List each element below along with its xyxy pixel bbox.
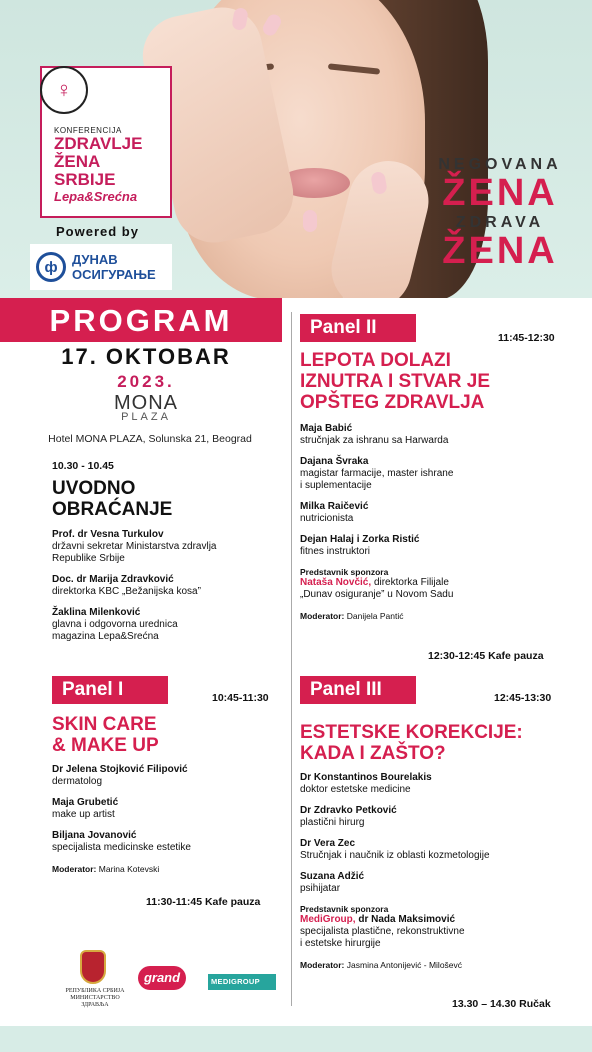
speaker [52, 607, 288, 643]
panel-2-tag: Panel II [300, 314, 416, 342]
panel-1-title-1: SKIN CARE [52, 714, 157, 735]
plaza-logo-text: PLAZA [121, 411, 171, 423]
speaker-name: Doc. dr Marija Zdravković [52, 574, 174, 585]
panel-3-title-2: KADA I ZAŠTO? [300, 743, 446, 764]
dunav-line-2: ОСИГУРАЊЕ [72, 267, 156, 282]
dunav-line-1: ДУНАВ [72, 252, 118, 267]
opening-title-1: UVODNO [52, 478, 136, 499]
slogan [420, 156, 580, 270]
sponsor-representative [300, 904, 586, 950]
speaker-name: Dejan Halaj i Zorka Ristić [300, 534, 420, 545]
speaker-name: Dr Konstantinos Bourelakis [300, 772, 432, 783]
speaker-role: magistar farmacije, master ishrane [300, 468, 454, 479]
panel-3-title-1: ESTETSKE KOREKCIJE: [300, 722, 523, 743]
logo-line-1: ZDRAVLJE [54, 134, 143, 153]
panel-2-title-3: OPŠTEG ZDRAVLJA [300, 392, 485, 413]
speaker-name: Dr Jelena Stojković Filipović [52, 764, 188, 775]
speaker-name: Dr Zdravko Petković [300, 805, 397, 816]
speaker-role: fitnes instruktori [300, 546, 371, 557]
speaker-role: i suplementacije [300, 480, 372, 491]
hotel-address: Hotel MONA PLAZA, Solunska 21, Beograd [48, 433, 252, 445]
ministry-logo-text: РЕПУБЛИКА СРБИЈА МИНИСТАРСТВО ЗДРАВЉА [65, 988, 125, 1008]
sponsor-label: Predstavnik sponzora [300, 904, 389, 914]
speaker [52, 529, 288, 565]
moderator [300, 611, 586, 621]
panel-2-block [300, 350, 586, 621]
program-content [0, 298, 592, 1026]
bottom-band [0, 1026, 592, 1052]
speaker [300, 871, 586, 895]
slogan-zena-2: ŽENA [442, 230, 558, 272]
speaker [300, 456, 586, 492]
speaker-role: nutricionista [300, 513, 354, 524]
conference-logo [40, 66, 172, 218]
sponsor-representative [300, 567, 586, 601]
speaker-role: državni sekretar Ministarstva zdravlja [52, 541, 217, 552]
speaker-role: dermatolog [52, 776, 103, 787]
slogan-zena-1: ŽENA [442, 172, 558, 214]
moderator [300, 960, 586, 970]
mona-logo-text: MONA [114, 392, 178, 414]
speaker-role: Republike Srbije [52, 553, 125, 564]
grand-logo: grand [138, 966, 186, 990]
sponsor-name-2: dr Nada Maksimović [358, 914, 456, 925]
panel-3-block [300, 722, 586, 970]
speaker-role: make up artist [52, 809, 115, 820]
speaker-name: Maja Babić [300, 423, 353, 434]
speaker [300, 805, 586, 829]
pause-2: 12:30-12:45 Kafe pauza [428, 650, 544, 662]
speaker-name: Milka Raičević [300, 501, 369, 512]
hero-nail [303, 210, 317, 232]
sponsor-label: Predstavnik sponzora [300, 567, 389, 577]
moderator-label: Moderator: [300, 611, 345, 621]
speaker-role: plastični hirurg [300, 817, 365, 828]
speaker [300, 772, 586, 796]
speaker [300, 423, 586, 447]
opening-time: 10.30 - 10.45 [52, 460, 114, 472]
pause-1: 11:30-11:45 Kafe pauza [146, 896, 261, 908]
logo-konferencija: KONFERENCIJA [54, 126, 122, 135]
moderator-name: Danijela Pantić [346, 611, 404, 621]
lunch: 13.30 – 14.30 Ručak [452, 998, 551, 1010]
panel-2-time: 11:45-12:30 [498, 332, 555, 344]
hero-banner [0, 0, 592, 298]
speaker [300, 534, 586, 558]
panel-1-block [52, 714, 288, 874]
opening-block [52, 460, 288, 643]
slogan-negovana: NEGOVANA [438, 156, 562, 173]
powered-by: Powered by [56, 224, 139, 239]
logo-line-3: SRBIJE [54, 170, 116, 189]
sponsor-role: i estetske hirurgije [300, 938, 381, 949]
sponsor-logos [65, 950, 286, 1020]
speaker [52, 797, 288, 821]
sponsor-name: MediGroup, [300, 914, 356, 925]
logo-brand: Lepa&Srećna [54, 189, 138, 204]
panel-1-time: 10:45-11:30 [212, 692, 269, 704]
slogan-zdrava: ZDRAVA [455, 214, 545, 231]
speaker [52, 764, 288, 788]
moderator-name: Marina Kotevski [98, 864, 160, 874]
speaker-role: magazina Lepa&Srećna [52, 631, 159, 642]
speaker-role: glavna i odgovorna urednica [52, 619, 178, 630]
moderator-label: Moderator: [300, 960, 345, 970]
woman-face-icon: ♀ [40, 66, 88, 114]
speaker-role: direktorka KBC „Bežanijska kosa” [52, 586, 201, 597]
speaker-name: Maja Grubetić [52, 797, 119, 808]
speaker-role: stručnjak za ishranu sa Harwarda [300, 435, 449, 446]
speaker [52, 830, 288, 854]
serbia-coat-of-arms-icon [80, 950, 106, 984]
moderator-name: Jasmina Antonijević - Miloševć [346, 960, 463, 970]
panel-3-time: 12:45-13:30 [494, 692, 552, 704]
speaker-name: Prof. dr Vesna Turkulov [52, 529, 164, 540]
opening-title-2: OBRAĆANJE [52, 499, 173, 520]
moderator [52, 864, 288, 874]
speaker [52, 574, 288, 598]
speaker-role: specijalista medicinske estetike [52, 842, 191, 853]
panel-2-title-2: IZNUTRA I STVAR JE [300, 371, 491, 392]
speaker-name: Dr Vera Zec [300, 838, 356, 849]
moderator-label: Moderator: [52, 864, 97, 874]
program-year: 2023. [117, 372, 175, 391]
sponsor-name: Nataša Novčić, [300, 577, 372, 588]
mona-plaza-logo [0, 392, 292, 424]
speaker-name: Žaklina Milenković [52, 607, 141, 618]
speaker-name: Suzana Adžić [300, 871, 365, 882]
speaker [300, 501, 586, 525]
dunav-logo [30, 244, 172, 290]
speaker-role: psihijatar [300, 883, 341, 894]
speaker-role: Stručnjak i naučnik iz oblasti kozmetologije [300, 850, 490, 861]
panel-2-title-1: LEPOTA DOLAZI [300, 350, 451, 371]
panel-1-title-2: & MAKE UP [52, 735, 159, 756]
dunav-icon: ф [36, 252, 66, 282]
sponsor-role: specijalista plastične, rekonstruktivne [300, 926, 465, 937]
speaker [300, 838, 586, 862]
speaker-role: doktor estetske medicine [300, 784, 411, 795]
speaker-name: Dajana Švraka [300, 456, 369, 467]
panel-3-tag: Panel III [300, 676, 416, 704]
speaker-name: Biljana Jovanović [52, 830, 137, 841]
medigroup-logo: MEDIGROUP [208, 974, 276, 990]
sponsor-role: direktorka Filijale [373, 577, 449, 588]
program-heading: PROGRAM [0, 298, 282, 342]
panel-1-tag: Panel I [52, 676, 168, 704]
logo-line-2: ŽENA [54, 152, 101, 171]
program-date: 17. OKTOBAR [61, 344, 231, 369]
sponsor-role: „Dunav osiguranje” u Novom Sadu [300, 589, 454, 600]
